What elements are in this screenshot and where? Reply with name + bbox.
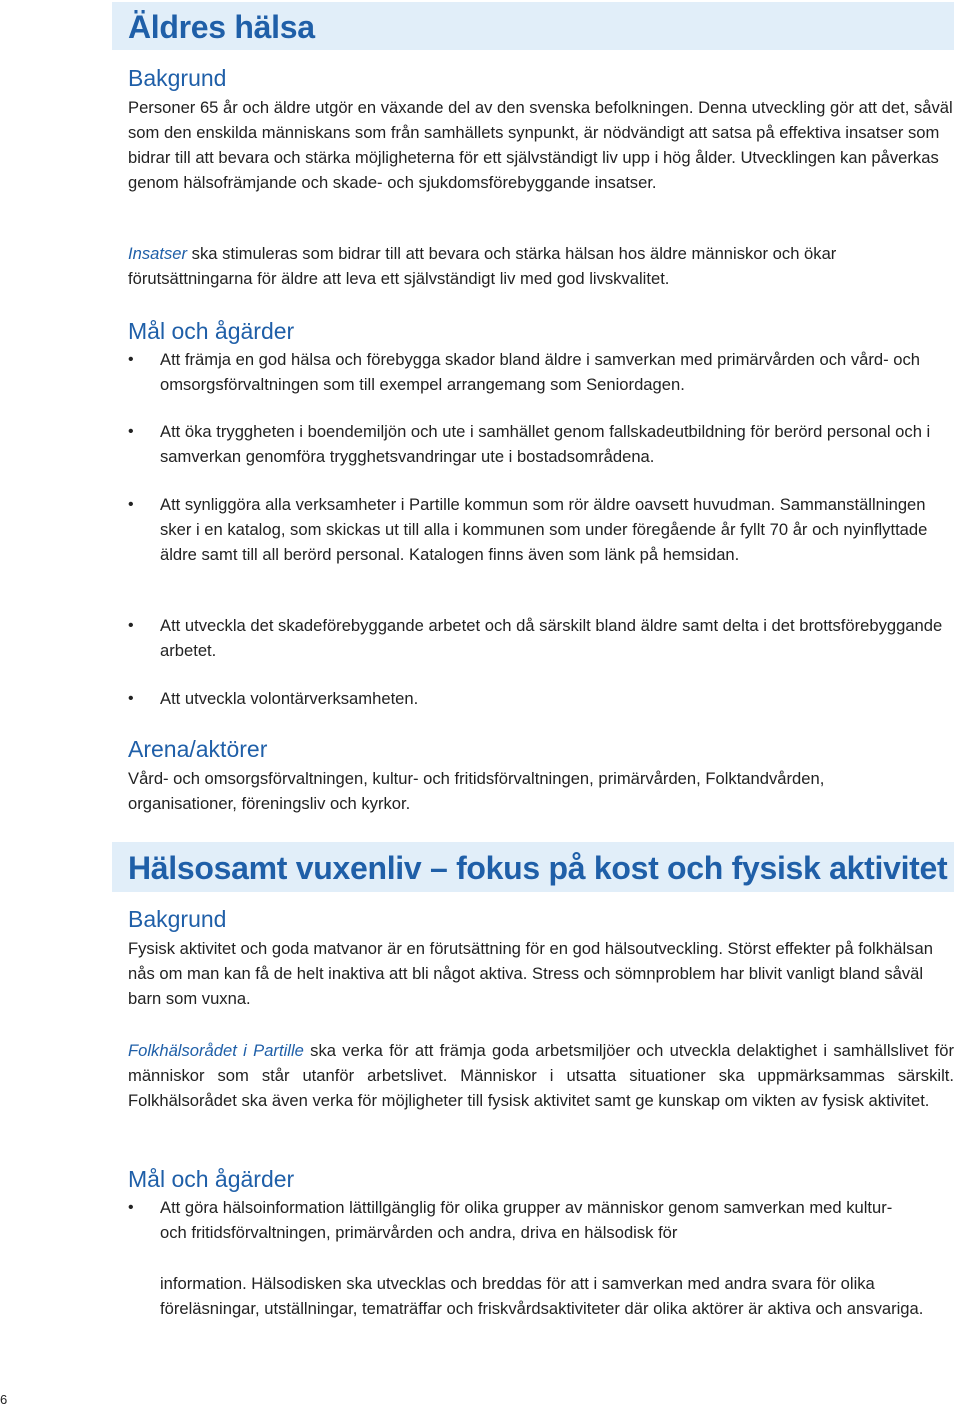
- section-title: Hälsosamt vuxenliv – fokus på kost och fysisk aktivitet: [128, 850, 948, 886]
- list-item: [128, 347, 954, 397]
- mal-heading-block-2: [128, 1165, 954, 1193]
- bullet-dot: •: [128, 690, 134, 707]
- section-title-band: [112, 2, 954, 50]
- list-item-text: Att synliggöra alla verksamheter i Partille kommun som rör äldre oavsett huvudman. Sammanställningen sker i en katalog, som skickas ut till alla i kommunen som under föregående år fyllt 70 år och nyinflyttade äldre samt till all berörd personal. Katalogen finns även som länk på hemsidan.: [160, 495, 928, 564]
- list-item: [128, 686, 954, 711]
- bakgrund-paragraph: Personer 65 år och äldre utgör en växande del av den svenska befolkningen. Denna utveckling gör att det, såväl som den enskilda människans som från samhällets synpunkt, är nödvändigt att satsa på effektiva insatser som bidrar till att bevara och stärka möjligheterna för ett självständigt liv upp i hög ålder. Utvecklingen kan påverkas genom hälsofrämjande och skade- och sjukdomsförebyggande insatser.: [128, 98, 953, 192]
- insatser-paragraph: [128, 241, 954, 291]
- section-title-band: [112, 842, 954, 892]
- arena-paragraph: Vård- och omsorgsförvaltningen, kultur- och fritidsförvaltningen, primärvården, Folktandvården, organisationer, föreningsliv och kyrkor.: [128, 769, 825, 813]
- folkhalsoradet-paragraph: [128, 1038, 954, 1113]
- section-title: Äldres hälsa: [128, 9, 315, 45]
- mal-heading: Mål och ågärder: [128, 318, 295, 344]
- folkhalsoradet-lead: Folkhälsorådet i Partille: [128, 1041, 304, 1060]
- bakgrund-heading: Bakgrund: [128, 65, 227, 91]
- arena-heading: Arena/aktörer: [128, 736, 268, 762]
- bullet-dot: •: [128, 617, 134, 634]
- list-item-text-continued: information. Hälsodisken ska utvecklas och breddas för att i samverkan med andra svara för olika föreläsningar, utställningar, tematräffar och friskvårdsaktiviteter där olika aktörer är aktiva och ansvariga.: [160, 1274, 924, 1318]
- bullet-dot: •: [128, 351, 134, 368]
- insatser-lead: Insatser: [128, 244, 188, 263]
- mal-heading-2: Mål och ågärder: [128, 1166, 295, 1192]
- bullet-dot: •: [128, 1199, 134, 1216]
- list-item: [128, 419, 954, 469]
- bakgrund-block-2: [128, 905, 954, 1011]
- list-item-text: Att göra hälsoinformation lättillgänglig för olika grupper av människor genom samverkan med kultur- och fritidsförvaltningen, primärvården och andra, driva en hälsodisk för: [160, 1198, 893, 1242]
- folkhalsoradet-text: ska verka för att främja goda arbetsmiljöer och utveckla delaktighet i samhällslivet för människor som står utanför arbetslivet. Människor i utsatta situationer ska uppmärksammas särskilt. Folkhälsorådet ska även verka för möjligheter till fysisk aktivitet samt ge kunskap om vikten av fysisk aktivitet.: [128, 1041, 955, 1110]
- bakgrund-heading-2: Bakgrund: [128, 906, 227, 932]
- bullet-dot: •: [128, 496, 134, 513]
- folkhalsoradet-block: [128, 1038, 954, 1113]
- bakgrund-block: [128, 64, 954, 195]
- bakgrund-paragraph-2: Fysisk aktivitet och goda matvanor är en förutsättning för en god hälsoutveckling. Störst effekter på folkhälsan nås om man kan få de helt inaktiva att bli något aktiva. Stress och sömnproblem har blivit vanligt bland såväl barn som vuxna.: [128, 939, 933, 1008]
- list-item-text: Att främja en god hälsa och förebygga skador bland äldre i samverkan med primärvården och vård- och omsorgsförvaltningen som till exempel arrangemang som Seniordagen.: [160, 350, 921, 394]
- bullet-dot: •: [128, 423, 134, 440]
- insatser-text: ska stimuleras som bidrar till att bevara och stärka hälsan hos äldre människor och ökar förutsättningarna för äldre att leva ett självständigt liv med god livskvalitet.: [128, 244, 837, 288]
- list-item-text: Att utveckla det skadeförebyggande arbetet och då särskilt bland äldre samt delta i det brottsförebyggande arbetet.: [160, 616, 943, 660]
- arena-block: [128, 735, 954, 816]
- mal-heading-block: [128, 317, 954, 345]
- list-item-text: Att utveckla volontärverksamheten.: [160, 689, 419, 708]
- insatser-block: [128, 241, 954, 291]
- list-item: [128, 613, 954, 663]
- list-item: [128, 492, 954, 567]
- page-number: 6: [0, 1392, 8, 1407]
- list-item-text: Att öka tryggheten i boendemiljön och ute i samhället genom fallskadeutbildning för berörd personal och i samverkan genomföra trygghetsvandringar ute i bostadsområdena.: [160, 422, 931, 466]
- list-item: [128, 1195, 954, 1321]
